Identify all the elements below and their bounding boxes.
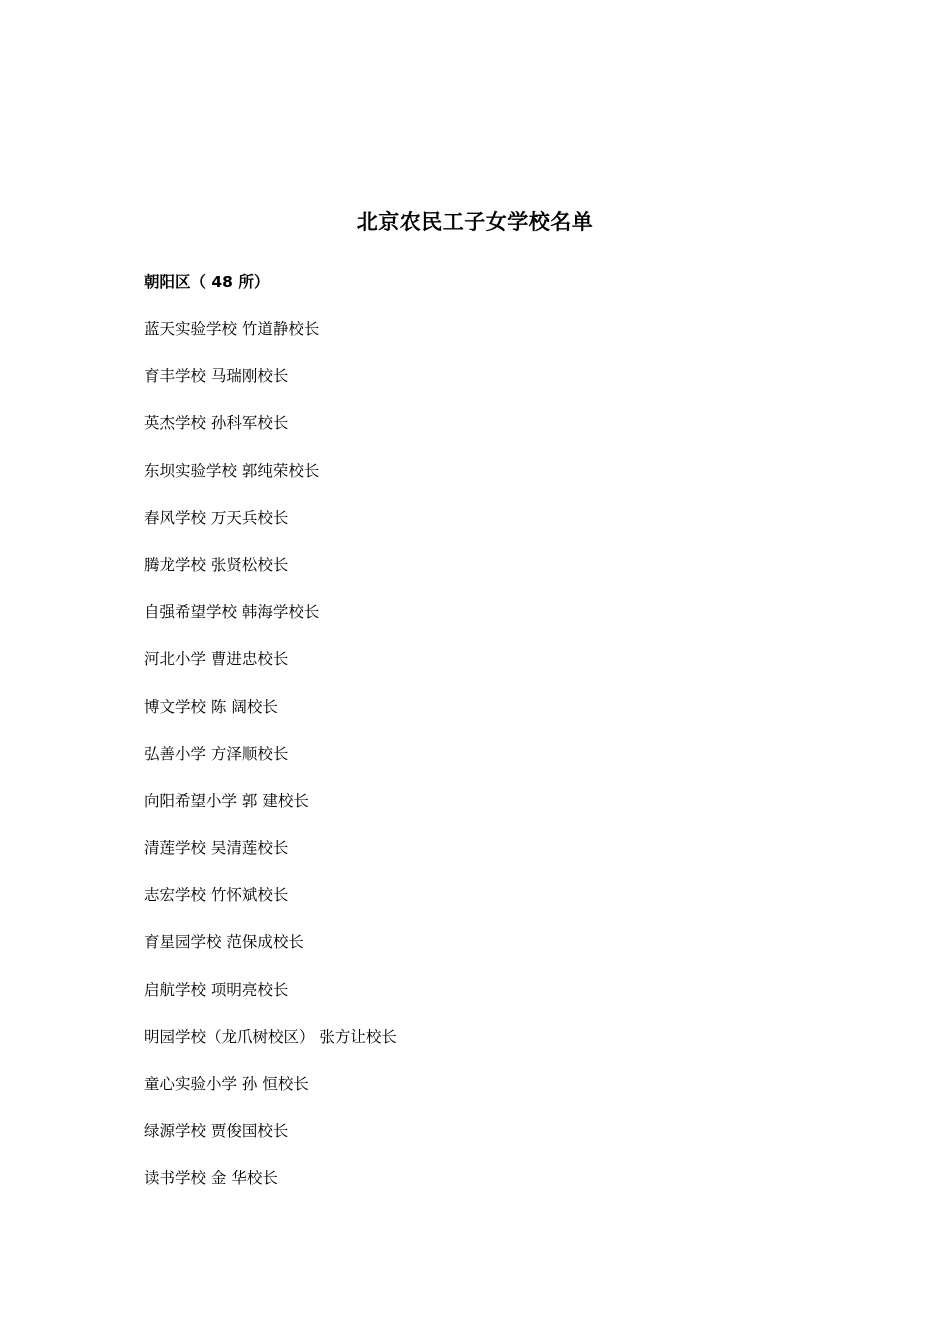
school-entry: 童心实验小学 孙 恒校长 (144, 1075, 309, 1093)
school-entry: 启航学校 项明亮校长 (144, 980, 289, 999)
school-entry: 志宏学校 竹怀斌校长 (144, 886, 289, 905)
school-entry: 博文学校 陈 阔校长 (144, 697, 278, 716)
school-entry: 绿源学校 贾俊国校长 (144, 1122, 289, 1141)
school-entry: 自强希望学校 韩海学校长 (144, 603, 320, 622)
district-heading: 朝阳区（ 48 所） (144, 273, 270, 291)
school-entry: 育丰学校 马瑞刚校长 (144, 367, 289, 386)
school-entry: 河北小学 曹进忠校长 (144, 650, 289, 669)
school-entry: 春风学校 万天兵校长 (144, 508, 289, 527)
school-entry: 腾龙学校 张贤松校长 (144, 555, 289, 574)
document-title: 北京农民工子女学校名单 (356, 210, 594, 234)
school-list (144, 317, 397, 1214)
school-entry: 明园学校（龙爪树校区） 张方让校长 (144, 1027, 397, 1046)
school-entry: 育星园学校 范保成校长 (144, 933, 304, 952)
school-entry: 弘善小学 方泽顺校长 (144, 744, 289, 763)
school-entry: 读书学校 金 华校长 (144, 1169, 278, 1188)
school-entry: 向阳希望小学 郭 建校长 (144, 791, 309, 810)
school-entry: 英杰学校 孙科军校长 (144, 414, 289, 433)
school-entry: 蓝天实验学校 竹道静校长 (144, 320, 320, 338)
school-entry: 清莲学校 吴清莲校长 (144, 839, 289, 858)
school-entry: 东坝实验学校 郭纯荣校长 (144, 461, 320, 480)
